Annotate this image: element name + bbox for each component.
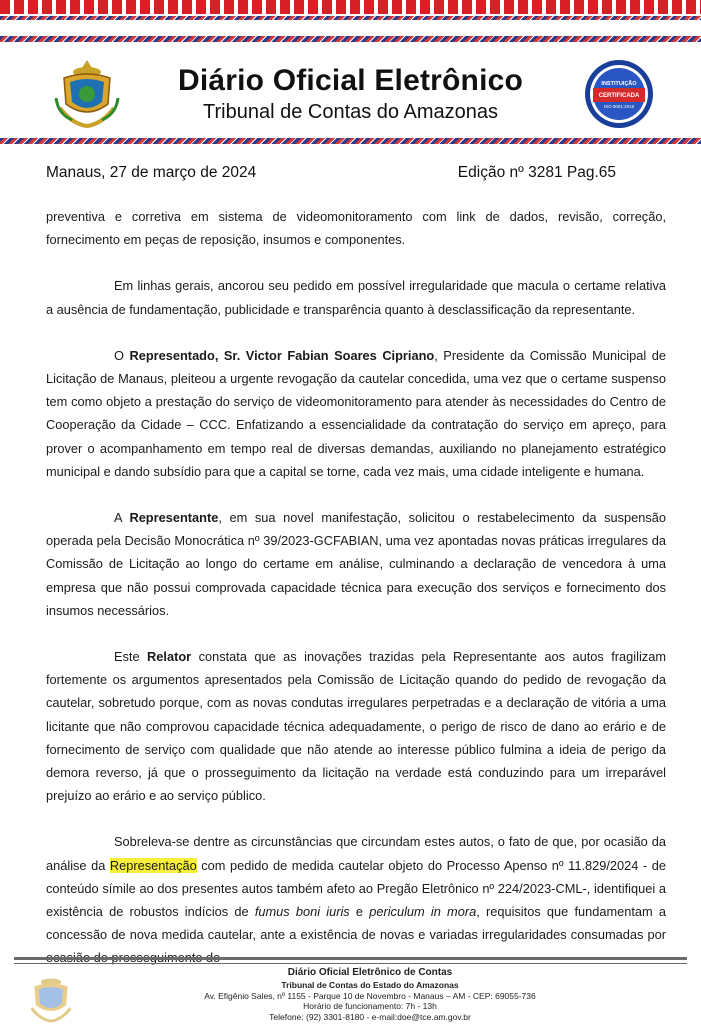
badge-line-1: INSTITUIÇÃO	[601, 81, 637, 87]
footer-hours: Horário de funcionamento: 7h - 13h	[303, 1001, 437, 1011]
header-bottom-band	[0, 138, 701, 144]
paragraph-6-text-c: e	[349, 904, 370, 920]
paragraph-5	[46, 645, 666, 807]
paragraph-6-italic-2: periculum in mora	[369, 904, 477, 920]
paragraph-2: Em linhas gerais, ancorou seu pedido em possível irregularidade que macula o certame relativa a ausência de fundamentação, publicidade e transparência quanto à desclassificação da representante.	[46, 278, 666, 317]
page-title: Diário Oficial Eletrônico	[177, 64, 524, 97]
paragraph-3	[46, 344, 666, 483]
paragraph-3-bold: Representado, Sr. Victor Fabian Soares Cipriano	[129, 347, 435, 363]
footer	[120, 966, 620, 1022]
paragraph-5-bold: Relator	[147, 649, 192, 665]
iso-certification-badge-icon	[583, 58, 655, 130]
paragraph-3-text: , Presidente da Comissão Municipal de Licitação de Manaus, pleiteou a urgente revogação da cautelar concedida, uma vez que o certame suspenso tem como objeto a prestação do serviço de videomonitoramento para atender às necessidades do Centro de Cooperação da Cidade – CCC. Enfatizando a essencialidade da contratação do serviço em apreço, para prover o acompanhamento em tempo real de diversas demandas, auxiliando no planejamento estratégico municipal e dando subsídio para que a capital se torne, cada vez mais, uma cidade inteligente e humana.	[46, 347, 666, 479]
page-subtitle: Tribunal de Contas do Amazonas	[203, 101, 498, 123]
top-band-1	[0, 16, 701, 20]
paragraph-1: preventiva e corretiva em sistema de videomonitoramento com link de dados, revisão, correção, fornecimento em peças de reposição, insumos e componentes.	[46, 209, 666, 248]
highlighted-term: Representação	[109, 857, 197, 873]
footer-contact: Telefone: (92) 3301-8180 - e-mail:doe@tce.am.gov.br	[269, 1011, 471, 1022]
document-body	[46, 205, 666, 993]
paragraph-5-lead: Este	[114, 649, 148, 665]
top-red-stripe	[0, 0, 701, 14]
badge-line-3: ISO 9001:2015	[603, 104, 635, 109]
footer-title: Diário Oficial Eletrônico de Contas	[287, 967, 453, 978]
footer-divider	[14, 957, 687, 960]
paragraph-6	[46, 830, 666, 969]
top-band-2	[0, 36, 701, 42]
paragraph-6-text-b: com pedido de medida cautelar objeto do Processo Apenso nº 11.829/2024 - de conteúdo símile ao dos presentes autos também afeto ao Pregão Eletrônico nº 224/2023-CML-, identifiquei a existência de robustos indícios de	[46, 857, 666, 920]
footer-address: Av. Efigênio Sales, nº 1155 - Parque 10 de Novembro - Manaus – AM - CEP: 69055-736	[204, 990, 536, 1001]
paragraph-6-text-a: Sobreleva-se dentre as circunstâncias que circundam estes autos, o fato de que, por ocasião da análise da	[46, 834, 666, 873]
badge-line-2: CERTIFICADA	[598, 93, 640, 99]
paragraph-3-lead: O	[114, 347, 130, 363]
footer-coat-of-arms-logo	[22, 972, 80, 1024]
footer-org: Tribunal de Contas do Estado do Amazonas	[281, 980, 459, 990]
footer-divider-thin	[14, 963, 687, 964]
edition-meta-row	[46, 164, 616, 182]
paragraph-5-text: constata que as inovações trazidas pela Representante aos autos fragilizam fortemente os argumentos apresentados pela Comissão de Licitação quando do pedido de revogação da cautelar, sobretudo porque, com as novas condutas irregulares perpetradas e a declaração de vitória a uma licitante que não comprovou capacidade técnica adequadamente, o perigo de risco de dano ao erário e de fornecimento de serviço com qualidade que não atende ao interesse público fulmina a ideia de perigo da demora reverso, já que o prosseguimento da licitação na verdade está conduzindo para um irreparável prejuízo ao erário e ao serviço público.	[46, 649, 666, 804]
paragraph-4-bold: Representante	[129, 510, 219, 526]
paragraph-4-text: , em sua novel manifestação, solicitou o restabelecimento da suspensão operada pela Decisão Monocrática nº 39/2023-GCFABIAN, uma vez apontadas novas práticas irregulares da Comissão de Licitação ao longo do certame em análise, culminando a declaração de vencedora à uma empresa que não possui comprovada capacidade técnica para execução dos serviços e fornecimento dos insumos necessários.	[46, 510, 667, 618]
paragraph-4-lead: A	[114, 510, 130, 526]
paragraph-4	[46, 506, 666, 622]
edition-number: Edição nº 3281 Pag.65	[457, 164, 616, 181]
paragraph-6-text-d: , requisitos que fundamentam a concessão de nova medida cautelar, ante a existência de novas e variadas irregularidades consumadas por	[46, 904, 667, 943]
paragraph-6-italic-1: fumus boni iuris	[254, 904, 350, 920]
place-date: Manaus, 27 de março de 2024	[46, 164, 257, 181]
